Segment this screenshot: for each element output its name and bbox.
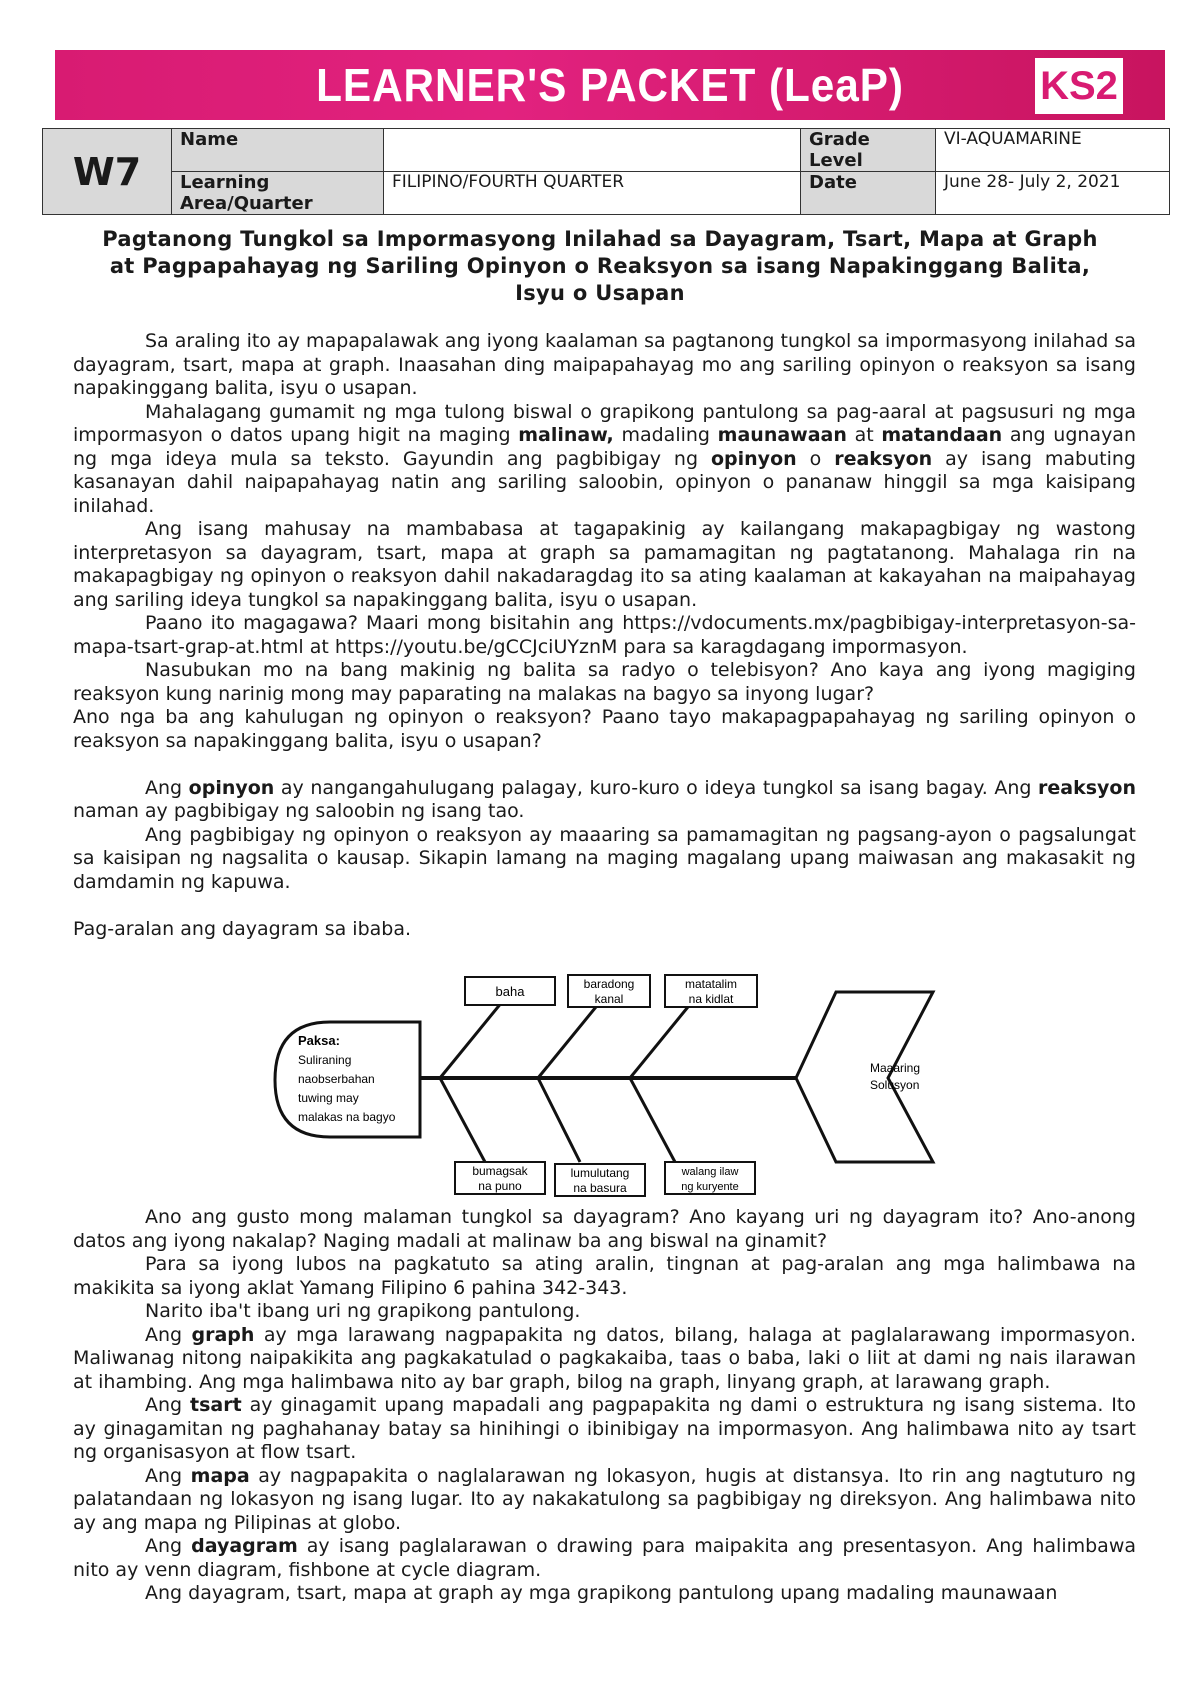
cause-label: na kidlat (688, 992, 734, 1006)
title-line-2: at Pagpapahayag ng Sariling Opinyon o Reaksyon sa isang Napakinggang Balita, (109, 254, 1091, 278)
bone (538, 1002, 600, 1078)
title-line-1: Pagtanong Tungkol sa Impormasyong Inilahad sa Dayagram, Tsart, Mapa at Graph (102, 227, 1098, 251)
banner-title: LEARNER'S PACKET (LeaP) (316, 59, 904, 111)
paragraph: Ang pagbibigay ng opinyon o reaksyon ay maaaring sa pamamagitan ng pagsang-ayon o pagsalungat sa kaisipan ng nagsalita o kausap. Sikapin lamang na maging magalang upang maiwasan ang makasakit ng damdamin ng kapuwa. (73, 823, 1136, 893)
grade-label: Grade Level (801, 129, 936, 172)
bone (538, 1078, 580, 1162)
paragraph: Narito iba't ibang uri ng grapikong pantulong. (145, 1300, 581, 1322)
area-label: Learning Area/Quarter (172, 172, 384, 215)
date-label: Date (801, 172, 936, 215)
bone (630, 1002, 692, 1078)
paragraph: Sa araling ito ay mapapalawak ang iyong kaalaman sa pagtanong tungkol sa impormasyong inilahad sa dayagram, tsart, mapa at graph. Inaasahan ding maipapahayag mo ang sariling opinyon o reaksyon sa isang napakinggang balita, isyu o usapan. (73, 330, 1136, 399)
cause-label: na puno (478, 1179, 522, 1193)
cause-label: ng kuryente (681, 1181, 739, 1193)
paragraph: Mahalagang gumamit ng mga tulong biswal o grapikong pantulong sa pag-aaral at pagsusuri ng mga impormasyon o datos upang higit na maging malinaw, madaling maunawaan at matandaan ang ugnayan ng mga ideya mula sa teksto. Gayundin ang pagbibigay ng opinyon o reaksyon ay isang mabuting kasanayan dahil naipapahayag natin ang sariling saloobin, opinyon o pananaw hinggil sa mga kaisipang inilahad. (73, 400, 1136, 517)
paragraph-graph: Ang graph ay mga larawang nagpapakita ng datos, bilang, halaga at paglalarawang impormasyon. Maliwanag nitong naipakikita ang pagkakatulad o pagkakaiba, taas o baba, laki o liit at dami ng nais ilarawan at ihambing. Ang mga halimbawa nito ay bar graph, bilog na graph, linyang graph, at larawang graph. (73, 1323, 1136, 1393)
paragraph: Ano ang gusto mong malaman tungkol sa dayagram? Ano kayang uri ng dayagram ito? Ano-anong datos ang iyong nakalap? Naging madali at malinaw ba ang biswal na ginamit? (73, 1206, 1136, 1252)
fish-tail (796, 992, 933, 1162)
packet-banner (55, 50, 1165, 120)
grade-value: VI-AQUAMARINE (936, 129, 1170, 172)
paragraph: Nasubukan mo na bang makinig ng balita sa radyo o telebisyon? Ano kaya ang iyong magiging reaksyon kung narinig mong may paparating na malakas na bagyo sa inyong lugar? (73, 659, 1136, 705)
cause-label: lumulutang (570, 1166, 630, 1180)
lesson-text (73, 1206, 1136, 1606)
name-field[interactable] (384, 129, 801, 172)
fishbone-diagram (270, 972, 940, 1198)
head-line: malakas na bagyo (298, 1110, 396, 1124)
head-line: Suliraning (298, 1053, 352, 1067)
tail-line: Solusyon (870, 1078, 920, 1092)
paragraph: Ang dayagram, tsart, mapa at graph ay mga grapikong pantulong upang madaling maunawaan (145, 1582, 1058, 1604)
bone (440, 1002, 502, 1078)
info-table (42, 128, 1170, 215)
date-value: June 28- July 2, 2021 (936, 172, 1170, 215)
diagram-instruction: Pag-aralan ang dayagram sa ibaba. (73, 917, 412, 940)
cause-label: baha (495, 984, 525, 999)
paragraph-links: Paano ito magagawa? Maari mong bisitahin ang https://vdocuments.mx/pagbibigay-interpretasyon-sa-mapa-tsart-grap-at.html at https://youtu.be/gCCJciUYznM para sa karagdagang impormasyon. (73, 612, 1136, 658)
paragraph-dayagram: Ang dayagram ay isang paglalarawan o drawing para maipakita ang presentasyon. Ang halimbawa nito ay venn diagram, fishbone at cycle diagram. (73, 1535, 1136, 1581)
tail-line: Maaaring (870, 1061, 921, 1075)
bone (630, 1078, 675, 1162)
title-line-3: Isyu o Usapan (515, 281, 685, 305)
cause-label: matatalim (684, 977, 738, 991)
head-title: Paksa: (298, 1033, 340, 1048)
head-line: naobserbahan (298, 1072, 375, 1086)
paragraph: Ano nga ba ang kahulugan ng opinyon o reaksyon? Paano tayo makapagpapahayag ng sariling opinyon o reaksyon sa napakinggang balita, isyu o usapan? (73, 706, 1136, 752)
area-value: FILIPINO/FOURTH QUARTER (384, 172, 801, 215)
cause-label: bumagsak (472, 1164, 528, 1178)
paragraph: Para sa iyong lubos na pagkatuto sa ating aralin, tingnan at pag-aralan ang mga halimbawa na makikita sa iyong aklat Yamang Filipino 6 pahina 342-343. (73, 1253, 1136, 1299)
cause-label: na basura (573, 1181, 627, 1195)
name-label: Name (172, 129, 384, 172)
week-label: W7 (43, 129, 172, 215)
bone (440, 1078, 485, 1162)
intro-text (73, 330, 1136, 941)
cause-label: walang ilaw (681, 1166, 739, 1178)
paragraph: Ang isang mahusay na mambabasa at tagapakinig ay kailangang makapagbigay ng wastong interpretasyon sa dayagram, tsart, mapa at graph sa pamamagitan ng pagtatanong. Mahalaga rin na makapagbigay ng opinyon o reaksyon dahil nakadaragdag ito sa ating kaalaman at kakayahan na maipahayag ang sariling ideya tungkol sa napakinggang balita, isyu o usapan. (73, 518, 1136, 611)
paragraph: Ang opinyon ay nangangahulugang palagay, kuro-kuro o ideya tungkol sa isang bagay. Ang reaksyon naman ay pagbibigay ng saloobin ng isang tao. (73, 776, 1136, 822)
cause-label: baradong (583, 977, 635, 991)
lesson-title (60, 226, 1140, 307)
paragraph-tsart: Ang tsart ay ginagamit upang mapadali ang pagpapakita ng dami o estruktura ng isang sistema. Ito ay ginagamitan ng paghahanay batay sa hinihingi o ibinibigay na impormasyon. Ang halimbawa nito ay tsart ng organisasyon at flow tsart. (73, 1394, 1136, 1463)
ks2-badge: KS2 (1035, 58, 1123, 114)
paragraph-mapa: Ang mapa ay nagpapakita o naglalarawan ng lokasyon, hugis at distansya. Ito rin ang nagtuturo ng palatandaan ng lokasyon ng isang lugar. Ito ay nakakatulong sa pagbibigay ng direksyon. Ang halimbawa nito ay ang mapa ng Pilipinas at globo. (73, 1464, 1136, 1534)
head-line: tuwing may (298, 1091, 359, 1105)
cause-label: kanal (594, 992, 624, 1006)
